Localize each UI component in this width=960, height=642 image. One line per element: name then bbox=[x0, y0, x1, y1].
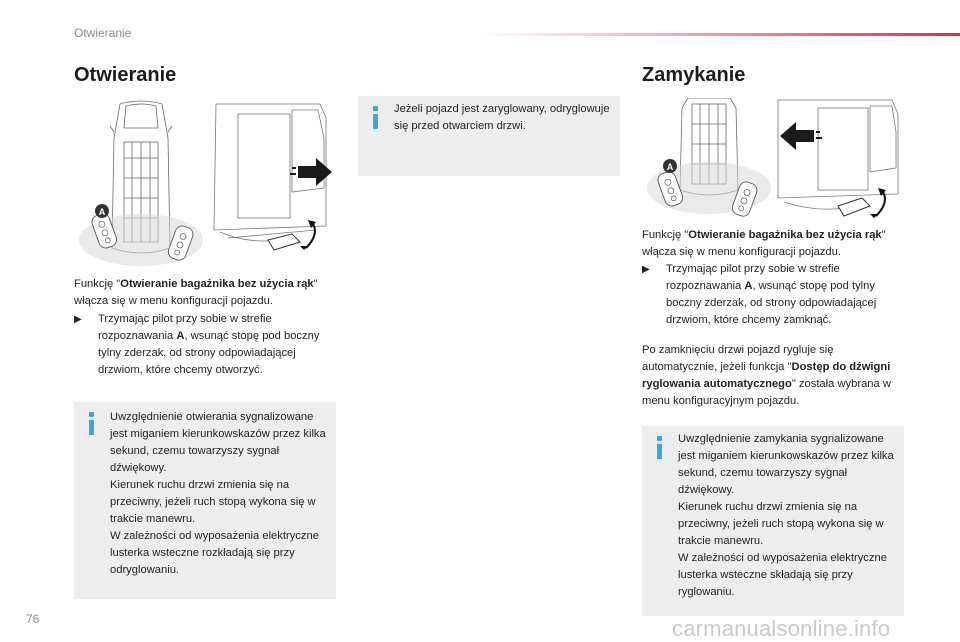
foot-gesture-icon bbox=[268, 220, 316, 250]
van-side-view-illustration bbox=[774, 98, 904, 228]
watermark: carmanualsonline.info bbox=[672, 616, 891, 641]
detection-zone-marker: A bbox=[666, 162, 674, 172]
closing-intro-paragraph: Funkcję "Otwieranie bagażnika bez użycia rąk" włącza się w menu konfiguracji pojazdu. bbox=[642, 229, 886, 258]
arrow-right-icon bbox=[298, 158, 332, 186]
arrow-left-icon bbox=[780, 122, 814, 150]
closing-step-bullet bbox=[642, 261, 904, 329]
foot-gesture-icon bbox=[838, 188, 886, 218]
auto-lock-paragraph: Po zamknięciu drzwi pojazd rygluje się automatycznie, jeżeli funkcja "Dostęp do dźwigni ryglowania automatycznego" została wybrana w menu konfiguracyjnym pojazdu. bbox=[642, 344, 891, 407]
page-number: 76 bbox=[26, 612, 40, 626]
header-accent-rule bbox=[480, 33, 960, 36]
opening-note-text: Uwzględnienie otwierania sygnalizowane jest miganiem kierunkowskazów przez kilka sekund, czemu towarzyszy sygnał dźwiękowy. Kierunek ruchu drzwi zmienia się na przeciwny, jeżeli ruch stopą wykona się w trakcie manewru. W zależności od wyposażenia elektryczne lusterka wsteczne rozkładają się przy odryglowaniu. bbox=[110, 411, 326, 576]
van-top-view-illustration bbox=[76, 98, 206, 268]
closing-step-text: Trzymając pilot przy sobie w strefie rozpoznawania A, wsunąć stopę pod tylny boczny zderzak, od strony odpowiadającej drzwiom, które chcemy zamknąć. bbox=[666, 263, 877, 326]
van-top-view-illustration bbox=[644, 98, 774, 228]
opening-title: Otwieranie bbox=[74, 64, 177, 86]
opening-info-note bbox=[74, 402, 336, 599]
bullet-marker: ▶ bbox=[74, 314, 82, 325]
closing-title: Zamykanie bbox=[642, 64, 746, 86]
bullet-marker: ▶ bbox=[642, 264, 650, 275]
opening-intro-paragraph: Funkcję "Otwieranie bagażnika bez użycia rąk" włącza się w menu konfiguracji pojazdu. bbox=[74, 278, 318, 307]
detection-zone-marker: A bbox=[98, 207, 106, 217]
opening-step-text: Trzymając pilot przy sobie w strefie rozpoznawania A, wsunąć stopę pod boczny tylny zderzak, od strony odpowiadającej drzwiom, które chcemy otworzyć. bbox=[98, 313, 320, 376]
closing-note-text: Uwzględnienie zamykania sygnalizowane jest miganiem kierunkowskazów przez kilka sekund, czemu towarzyszy sygnał dźwiękowy. Kierunek ruchu drzwi zmienia się na przeciwny, jeżeli ruch stopą wykona się w trakcie manewru. W zależności od wyposażenia elektryczne lusterka wsteczne składają się przy ryglowaniu. bbox=[678, 433, 894, 598]
van-side-view-illustration bbox=[208, 98, 338, 268]
closing-info-note bbox=[642, 426, 904, 616]
unlock-info-note bbox=[358, 96, 620, 176]
opening-step-bullet bbox=[74, 311, 336, 379]
section-header-label: Otwieranie bbox=[74, 26, 132, 40]
unlock-note-text: Jeżeli pojazd jest zaryglowany, odryglowuje się przed otwarciem drzwi. bbox=[394, 103, 610, 132]
